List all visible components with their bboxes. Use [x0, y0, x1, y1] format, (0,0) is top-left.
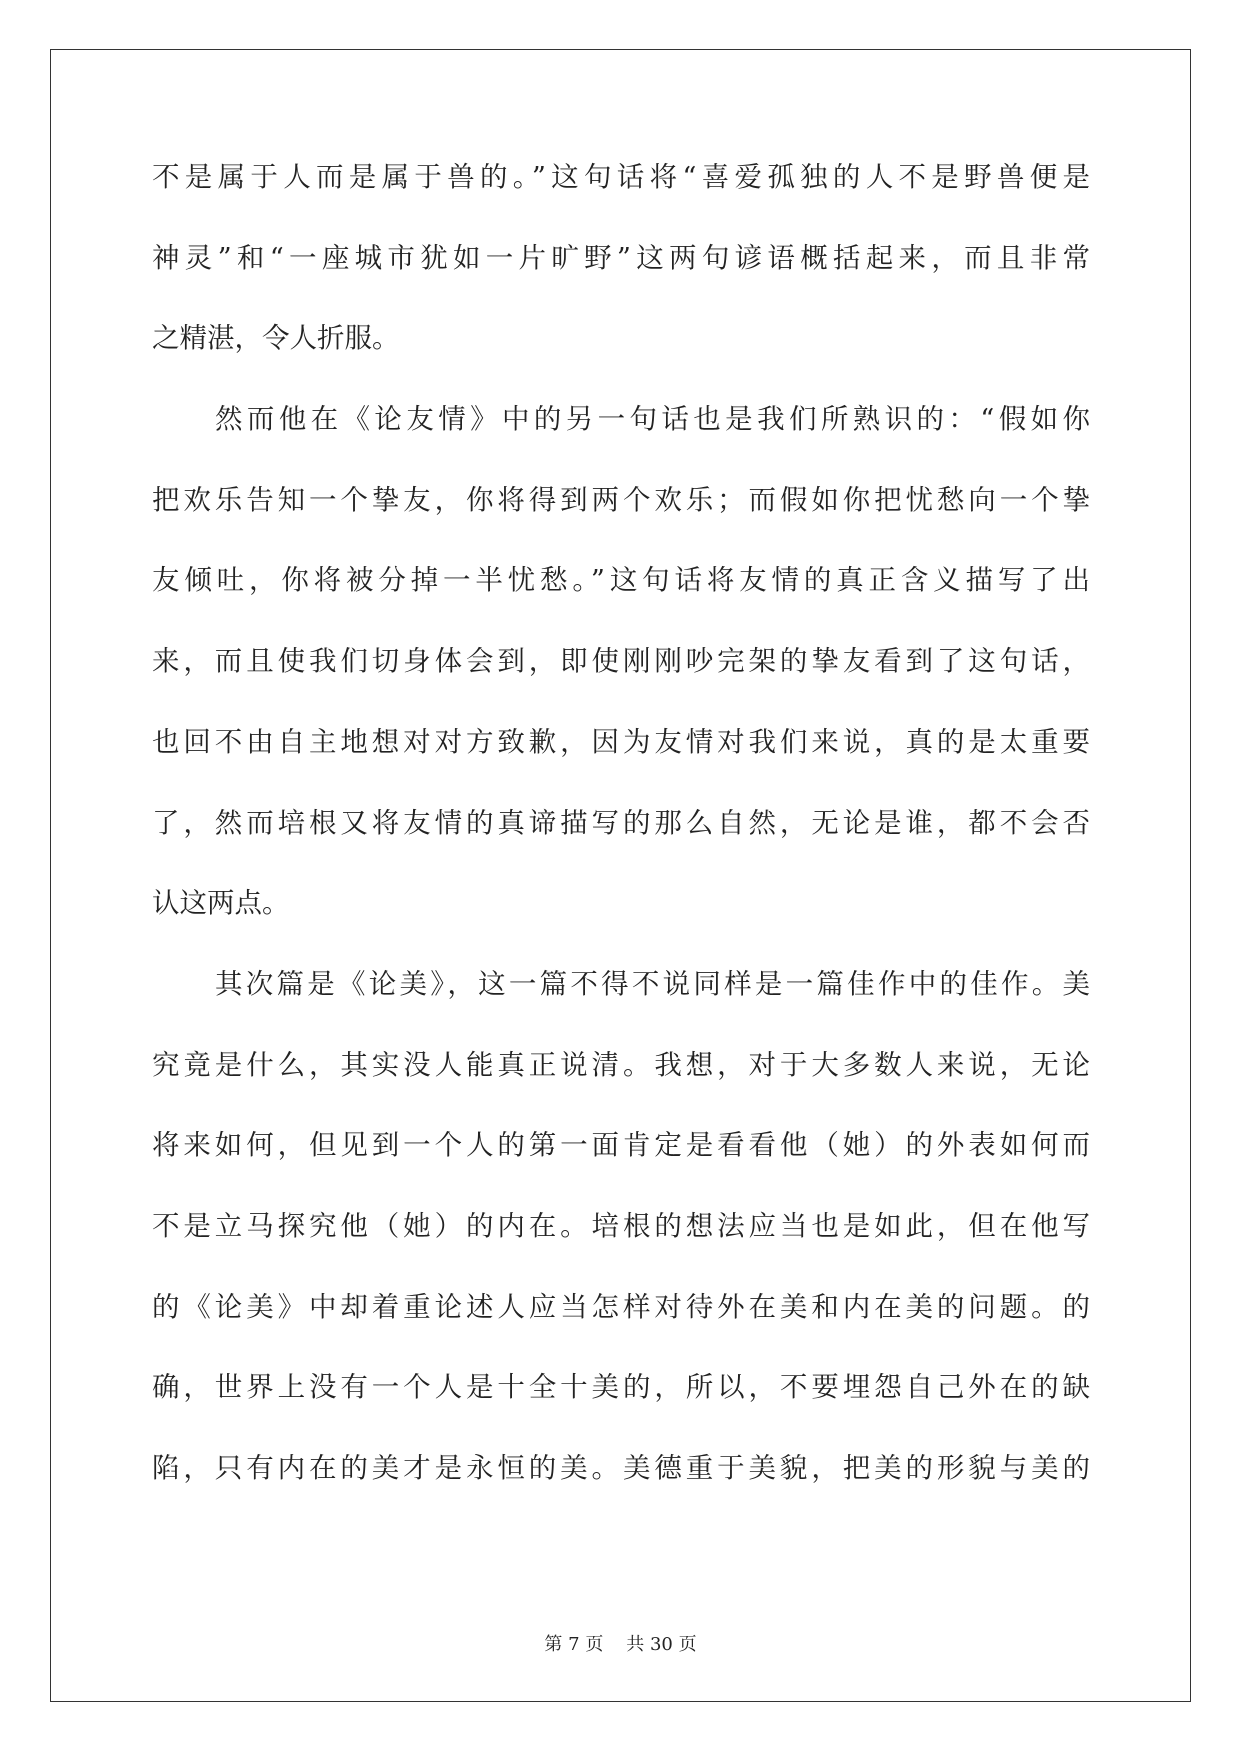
page-number: 第 7 页: [544, 1634, 604, 1655]
document-body: [152, 155, 1090, 1527]
text-line: 认这两点。: [152, 887, 290, 920]
text-line: 其次篇是《论美》，这一篇不得不说同样是一篇佳作中的佳作。美: [215, 967, 1090, 1000]
text-line: 神灵”和“一座城市犹如一片旷野”这两句谚语概括起来，而且非常: [152, 241, 1090, 274]
text-line: 友倾吐，你将被分掉一半忧愁。”这句话将友情的真正含义描写了出: [152, 564, 1090, 597]
text-line: 之精湛，令人折服。: [152, 322, 400, 355]
text-line: 究竟是什么，其实没人能真正说清。我想，对于大多数人来说，无论: [152, 1048, 1090, 1081]
text-line: 的《论美》中却着重论述人应当怎样对待外在美和内在美的问题。的: [152, 1290, 1090, 1323]
text-line: 把欢乐告知一个挚友，你将得到两个欢乐；而假如你把忧愁向一个挚: [152, 483, 1090, 516]
text-line: 不是属于人而是属于兽的。”这句话将“喜爱孤独的人不是野兽便是: [152, 161, 1090, 193]
text-line: 确，世界上没有一个人是十全十美的，所以，不要埋怨自己外在的缺: [152, 1371, 1090, 1404]
text-line: 了，然而培根又将友情的真谛描写的那么自然，无论是谁，都不会否: [152, 806, 1090, 839]
page-footer: [0, 1633, 1241, 1657]
text-line: 将来如何，但见到一个人的第一面肯定是看看他（她）的外表如何而: [152, 1129, 1090, 1162]
page-total: 共 30 页: [626, 1634, 697, 1655]
text-line: 陷，只有内在的美才是永恒的美。美德重于美貌，把美的形貌与美的: [152, 1452, 1090, 1484]
text-line: 然而他在《论友情》中的另一句话也是我们所熟识的：“假如你: [215, 403, 1090, 436]
text-line: 不是立马探究他（她）的内在。培根的想法应当也是如此，但在他写: [152, 1209, 1090, 1242]
text-line: 来，而且使我们切身体会到，即使刚刚吵完架的挚友看到了这句话，: [152, 645, 1090, 678]
text-line: 也回不由自主地想对对方致歉，因为友情对我们来说，真的是太重要: [152, 725, 1090, 758]
